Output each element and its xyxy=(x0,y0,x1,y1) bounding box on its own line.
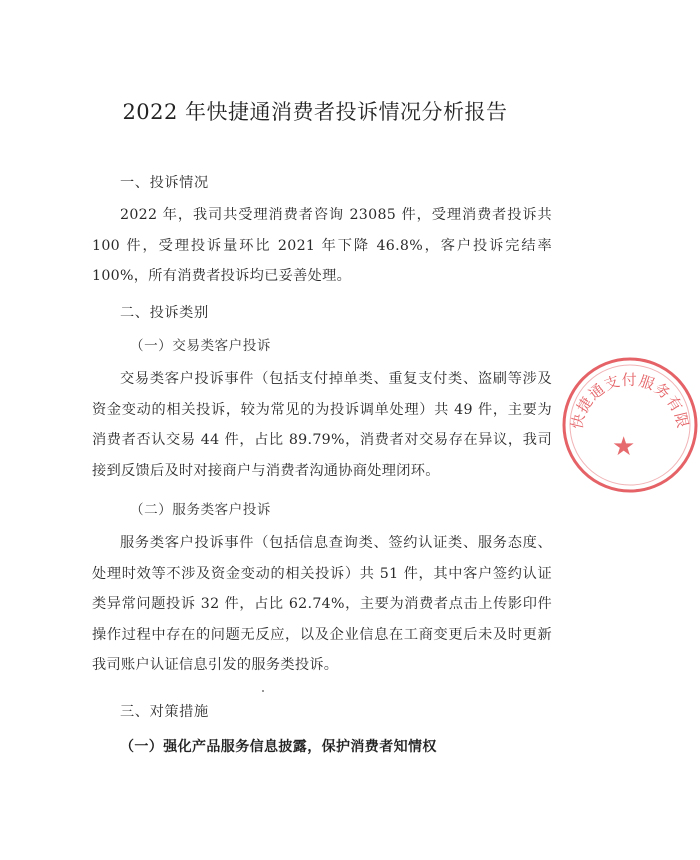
subheading-service-complaints: （二）服务类客户投诉 xyxy=(130,502,271,518)
section-heading-categories: 二、投诉类别 xyxy=(120,305,209,321)
document-title: 2022 年快捷通消费者投诉情况分析报告 xyxy=(122,100,508,124)
paragraph-service-complaints: 服务类客户投诉事件（包括信息查询类、签约认证类、服务态度、处理时效等不涉及资金变动的相关投诉）共 51 件，其中客户签约认证类异常问题投诉 32 件，占比 62.74%，主要为消费者点击上传影印件操作过程中存在的问题无反应，以及企业信息在工商变更后未及时更新我司账户认证信息引发的服务类投诉。 xyxy=(92,535,552,673)
svg-text:快捷通支付服务有限: 快捷通支付服务有限 xyxy=(567,370,693,431)
section-heading-measures: 三、对策措施 xyxy=(120,704,209,720)
company-seal-stamp xyxy=(560,355,700,495)
paragraph-transaction-complaints: 交易类客户投诉事件（包括支付掉单类、重复支付类、盗刷等涉及资金变动的相关投诉，较为常见的为投诉调单处理）共 49 件，主要为消费者否认交易 44 件，占比 89.79%，消费者对交易存在异议，我司接到反馈后及时对接商户与消费者沟通协商处理闭环。 xyxy=(92,371,552,479)
seal-icon xyxy=(560,355,700,495)
speck-mark xyxy=(262,690,264,692)
paragraph-complaints-summary: 2022 年，我司共受理消费者咨询 23085 件，受理消费者投诉共100 件，受理投诉量环比 2021 年下降 46.8%，客户投诉完结率 100%，所有消费者投诉均已妥善处理。 xyxy=(92,207,552,284)
subheading-transaction-complaints: （一）交易类客户投诉 xyxy=(130,338,271,354)
svg-text:★: ★ xyxy=(612,432,636,462)
section-heading-complaints: 一、投诉情况 xyxy=(120,175,209,191)
subheading-disclosure: （一）强化产品服务信息披露，保护消费者知情权 xyxy=(120,739,437,755)
